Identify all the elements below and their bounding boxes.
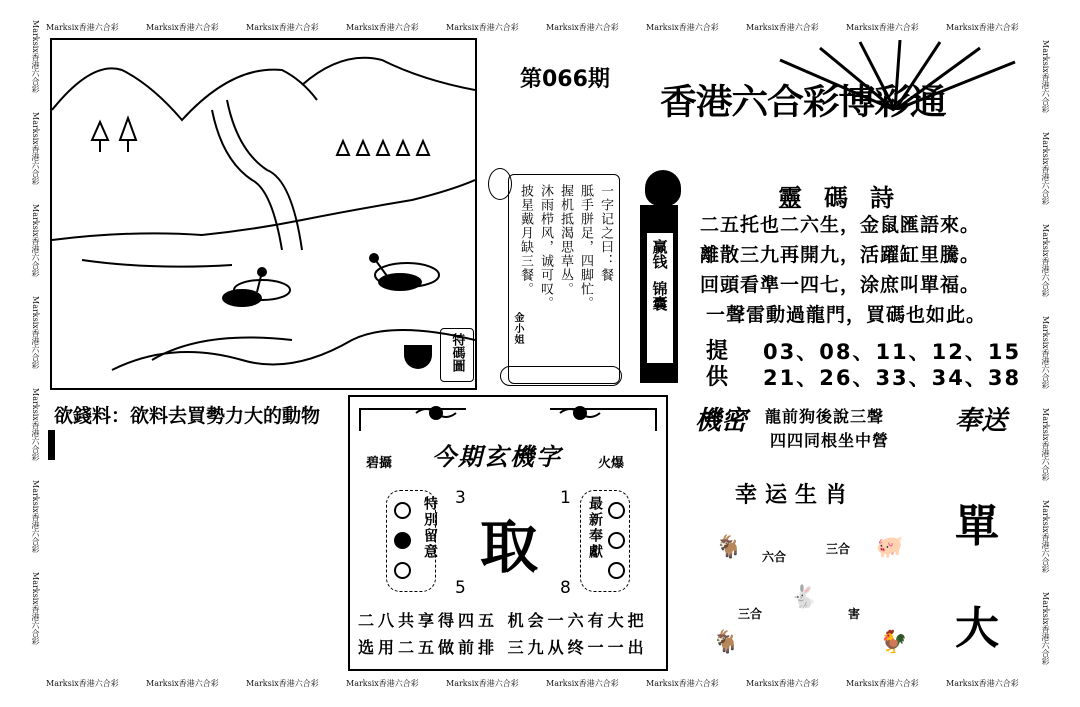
- numbers-label: 提: [706, 338, 729, 364]
- watermark-text: Marksix香港六合彩: [31, 204, 40, 277]
- watermark-text: Marksix香港六合彩: [31, 296, 40, 369]
- circle-icon: [394, 532, 411, 549]
- watermark-text: Marksix香港六合彩: [746, 679, 819, 688]
- zodiac-tag: 三合: [738, 607, 763, 621]
- lucky-zodiac-title: 幸运生肖: [735, 482, 856, 508]
- sketch-panel: [50, 38, 477, 390]
- box-title: 今期玄機字: [432, 442, 562, 471]
- watermark-text: Marksix香港六合彩: [146, 679, 219, 688]
- hint-marker: [48, 430, 55, 460]
- goat-icon: 🐐: [715, 535, 743, 560]
- watermark-text: Marksix香港六合彩: [46, 23, 119, 32]
- landscape-drawing: [52, 40, 475, 388]
- watermark-text: Marksix香港六合彩: [446, 23, 519, 32]
- scroll-panel: [480, 162, 640, 390]
- watermark-text: Marksix香港六合彩: [1041, 408, 1050, 481]
- big-character: 大: [955, 603, 999, 654]
- watermark-text: Marksix香港六合彩: [1041, 132, 1050, 205]
- circle-icon: [394, 562, 411, 579]
- watermark-text: Marksix香港六合彩: [646, 679, 719, 688]
- scroll-column: 披星戴月缺三餐。: [518, 184, 533, 296]
- zodiac-tag: 六合: [762, 550, 787, 564]
- watermark-text: Marksix香港六合彩: [846, 679, 919, 688]
- box-right-tag: 火爆: [598, 456, 625, 471]
- watermark-text: Marksix香港六合彩: [546, 679, 619, 688]
- watermark-text: Marksix香港六合彩: [546, 23, 619, 32]
- watermark-text: Marksix香港六合彩: [246, 23, 319, 32]
- watermark-text: Marksix香港六合彩: [31, 112, 40, 185]
- watermark-text: Marksix香港六合彩: [1041, 224, 1050, 297]
- scroll-author: 金小姐: [512, 312, 523, 345]
- corner-number: 1: [560, 488, 571, 508]
- circle-icon: [394, 502, 411, 519]
- watermark-text: Marksix香港六合彩: [846, 23, 919, 32]
- money-bag-icon: [645, 170, 681, 206]
- watermark-text: Marksix香港六合彩: [946, 679, 1019, 688]
- watermark-text: Marksix香港六合彩: [146, 23, 219, 32]
- corner-number: 8: [560, 578, 571, 598]
- watermark-text: Marksix香港六合彩: [31, 572, 40, 645]
- circle-icon: [608, 502, 625, 519]
- zodiac-tag: 害: [848, 607, 861, 621]
- scroll-column: 胝手胼足，四脚忙。: [578, 184, 593, 310]
- secret-left: 機密: [695, 406, 748, 436]
- numbers-row: 21、26、33、34、38: [763, 366, 1022, 390]
- money-bag-tag1: 赢钱: [650, 239, 669, 269]
- poem-line: 離散三九再開九，活躍缸里騰。: [700, 244, 981, 266]
- watermark-text: Marksix香港六合彩: [31, 388, 40, 461]
- scroll-column: 握机抵渴思草丛。: [558, 184, 573, 296]
- issue-number: 第066期: [520, 67, 610, 92]
- special-code-badge-text: 特碼圖: [449, 333, 465, 372]
- watermark-text: Marksix香港六合彩: [346, 679, 419, 688]
- scroll-column: 一字记之曰：餐: [598, 184, 613, 282]
- numbers-label: 供: [706, 364, 729, 390]
- watermark-text: Marksix香港六合彩: [646, 23, 719, 32]
- rooster-icon: 🐓: [880, 630, 908, 655]
- money-bag-label: [646, 232, 674, 364]
- watermark-text: Marksix香港六合彩: [1041, 500, 1050, 573]
- watermark-text: Marksix香港六合彩: [1041, 316, 1050, 389]
- watermark-text: Marksix香港六合彩: [946, 23, 1019, 32]
- numbers-row: 03、08、11、12、15: [763, 340, 1022, 364]
- circle-icon: [608, 532, 625, 549]
- corner-number: 5: [455, 578, 466, 598]
- watermark-text: Marksix香港六合彩: [31, 20, 40, 93]
- box-verse: 二八共享得四五 机会一六有大把: [358, 611, 648, 630]
- poem-title: 靈碼詩: [778, 183, 916, 212]
- corner-number: 3: [455, 488, 466, 508]
- watermark-text: Marksix香港六合彩: [46, 679, 119, 688]
- watermark-text: Marksix香港六合彩: [746, 23, 819, 32]
- poem-line: 二五托也二六生，金鼠匯語來。: [700, 214, 981, 236]
- box-left-tag: 碧攝: [366, 456, 393, 471]
- goat-icon: 🐐: [712, 630, 740, 655]
- secret-right: 奉送: [955, 406, 1008, 436]
- secret-line: 四四同根坐中營: [770, 431, 890, 450]
- mystery-character: 取: [480, 513, 539, 581]
- pig-icon: 🐖: [876, 535, 904, 560]
- box-verse: 选用二五做前排 三九从终一一出: [358, 638, 648, 657]
- pill-latest-offer-text: 最新奉獻: [587, 496, 603, 560]
- watermark-text: Marksix香港六合彩: [446, 679, 519, 688]
- poem-line: 回頭看準一四七，涂庶叫單福。: [700, 274, 981, 296]
- watermark-text: Marksix香港六合彩: [346, 23, 419, 32]
- watermark-text: Marksix香港六合彩: [31, 480, 40, 553]
- secret-line: 龍前狗後說三聲: [765, 407, 885, 426]
- watermark-text: Marksix香港六合彩: [1041, 40, 1050, 113]
- scroll-curl-top: [488, 168, 512, 200]
- watermark-text: Marksix香港六合彩: [1041, 592, 1050, 665]
- pill-special-attention-text: 特別留意: [422, 496, 438, 560]
- scroll-curl-bottom: [500, 366, 622, 386]
- special-code-badge: [440, 328, 474, 382]
- poem-line: 一聲雷動過龍門，買碼也如此。: [706, 304, 987, 326]
- zodiac-tag: 三合: [826, 542, 851, 556]
- hint-text: 欲錢料：欲料去買勢力大的動物: [54, 405, 321, 427]
- money-bag-tag2: 锦囊: [650, 281, 669, 311]
- ornament-border: [356, 401, 660, 437]
- page-title: 香港六合彩博彩通: [660, 83, 946, 123]
- big-character: 單: [955, 501, 999, 552]
- rabbit-icon: 🐇: [790, 585, 818, 610]
- circle-icon: [608, 562, 625, 579]
- scroll-column: 沐雨栉风，诚可叹。: [538, 184, 553, 310]
- watermark-text: Marksix香港六合彩: [246, 679, 319, 688]
